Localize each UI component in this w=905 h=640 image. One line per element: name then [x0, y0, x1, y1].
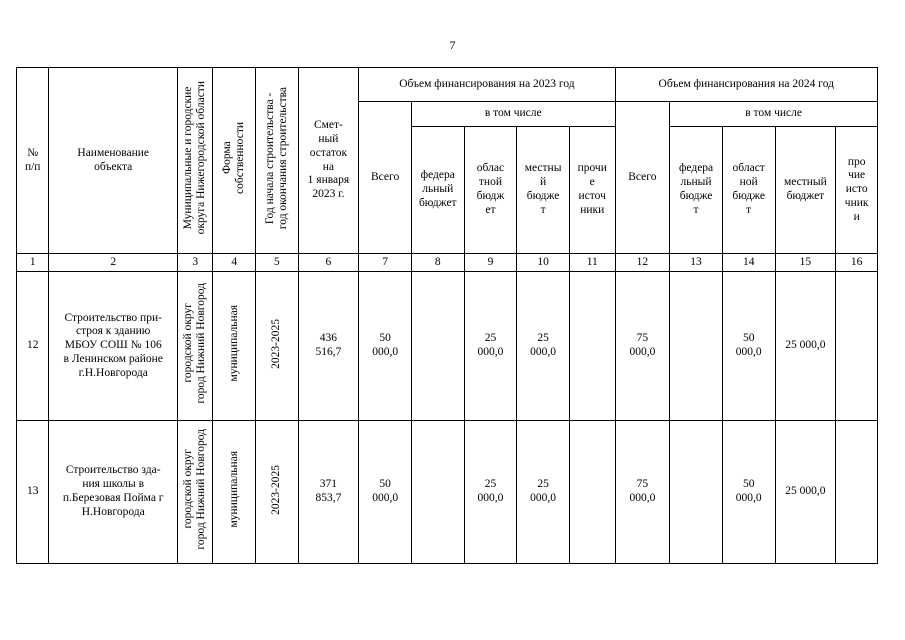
header-num: № п/п	[17, 68, 49, 254]
row-reg-2024: 50 000,0	[722, 421, 775, 564]
column-number: 4	[213, 254, 256, 272]
row-oth-2024	[836, 421, 878, 564]
header-fed-2024: федера льный бюдже т	[670, 127, 723, 254]
header-including-2024: в том числе	[670, 102, 878, 127]
column-number: 14	[722, 254, 775, 272]
row-reg-2023: 25 000,0	[464, 272, 517, 421]
column-number: 11	[569, 254, 615, 272]
row-fed-2023	[411, 272, 464, 421]
column-number: 2	[49, 254, 178, 272]
row-fed-2024	[670, 421, 723, 564]
header-loc-2024: местный бюджет	[775, 127, 836, 254]
column-number: 10	[517, 254, 570, 272]
header-reg-2023: облас тной бюдж ет	[464, 127, 517, 254]
table-row	[17, 421, 878, 564]
row-total-2024: 75 000,0	[615, 272, 670, 421]
header-reg-2024: област ной бюдже т	[722, 127, 775, 254]
row-estimate: 371 853,7	[298, 421, 359, 564]
row-oth-2024	[836, 272, 878, 421]
row-ownership: муниципальная	[213, 272, 256, 421]
column-number: 9	[464, 254, 517, 272]
table-row	[17, 272, 878, 421]
header-total-2023: Всего	[359, 102, 412, 254]
row-reg-2024: 50 000,0	[722, 272, 775, 421]
column-number: 8	[411, 254, 464, 272]
row-oth-2023	[569, 421, 615, 564]
header-municipality: Муниципальные и городские округа Нижегородской области	[178, 68, 213, 254]
row-fed-2023	[411, 421, 464, 564]
header-oth-2023: прочи е источ ники	[569, 127, 615, 254]
row-name: Строительство при- строя к зданию МБОУ СОШ № 106 в Ленинском районе г.Н.Новгорода	[49, 272, 178, 421]
row-name: Строительство зда- ния школы в п.Березовая Пойма г Н.Новгорода	[49, 421, 178, 564]
header-name: Наименование объекта	[49, 68, 178, 254]
row-oth-2023	[569, 272, 615, 421]
header-fin-2024: Объем финансирования на 2024 год	[615, 68, 877, 102]
page-number: 7	[449, 38, 456, 52]
header-ownership: Форма собственности	[213, 68, 256, 254]
header-oth-2024: про чие исто чник и	[836, 127, 878, 254]
header-including-2023: в том числе	[411, 102, 615, 127]
row-estimate: 436 516,7	[298, 272, 359, 421]
column-number: 16	[836, 254, 878, 272]
header-loc-2023: местны й бюдже т	[517, 127, 570, 254]
column-number-row	[17, 254, 878, 272]
header-total-2024: Всего	[615, 102, 670, 254]
row-loc-2023: 25 000,0	[517, 272, 570, 421]
row-total-2023: 50 000,0	[359, 272, 412, 421]
column-number: 6	[298, 254, 359, 272]
column-number: 5	[256, 254, 299, 272]
header-row	[17, 68, 878, 102]
header-estimate: Смет- ный остаток на 1 января 2023 г.	[298, 68, 359, 254]
row-ownership: муниципальная	[213, 421, 256, 564]
row-total-2023: 50 000,0	[359, 421, 412, 564]
column-number: 15	[775, 254, 836, 272]
column-number: 1	[17, 254, 49, 272]
row-municipality: городской округ город Нижний Новгород	[178, 272, 213, 421]
header-years: Год начала строительства - год окончания строительства	[256, 68, 299, 254]
column-number: 13	[670, 254, 723, 272]
row-reg-2023: 25 000,0	[464, 421, 517, 564]
row-loc-2023: 25 000,0	[517, 421, 570, 564]
column-number: 3	[178, 254, 213, 272]
row-loc-2024: 25 000,0	[775, 272, 836, 421]
header-fin-2023: Объем финансирования на 2023 год	[359, 68, 615, 102]
row-fed-2024	[670, 272, 723, 421]
row-total-2024: 75 000,0	[615, 421, 670, 564]
column-number: 12	[615, 254, 670, 272]
financing-table	[16, 67, 878, 564]
row-loc-2024: 25 000,0	[775, 421, 836, 564]
row-municipality: городской округ город Нижний Новгород	[178, 421, 213, 564]
row-years: 2023-2025	[256, 421, 299, 564]
row-num: 13	[17, 421, 49, 564]
header-fed-2023: федера льный бюджет	[411, 127, 464, 254]
column-number: 7	[359, 254, 412, 272]
row-num: 12	[17, 272, 49, 421]
row-years: 2023-2025	[256, 272, 299, 421]
